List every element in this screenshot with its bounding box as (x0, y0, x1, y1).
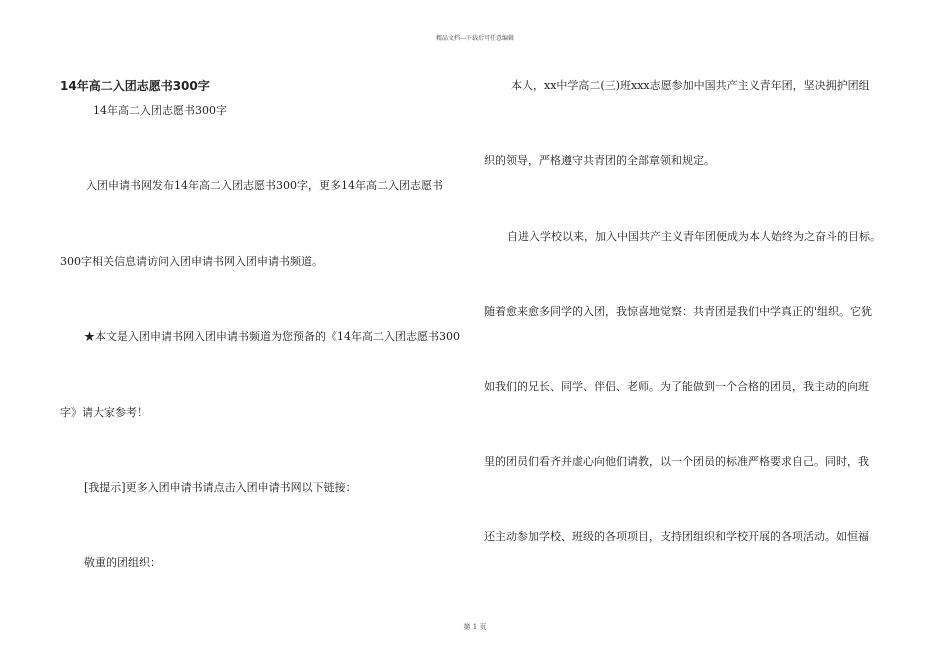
paragraph-line: ★本文是入团申请书网入团申请书频道为您预备的《14年高二入团志愿书300 (84, 330, 460, 343)
paragraph-line: 还主动参加学校、班级的各项项目，支持团组织和学校开展的各项活动。如恒福 (484, 530, 869, 543)
paragraph-line: 里的团员们看齐并虚心向他们请教，以一个团员的标准严格要求自己。同时，我 (484, 455, 869, 468)
document-subtitle: 14年高二入团志愿书300字 (93, 104, 227, 117)
paragraph-line: [我提示]更多入团申请书请点击入团申请书网以下链接： (84, 481, 357, 494)
paragraph-line: 织的领导，严格遵守共青团的全部章领和规定。 (484, 154, 715, 167)
paragraph-line: 如我们的兄长、同学、伴侣、老师。为了能做到一个合格的团员，我主动的向班 (484, 380, 869, 393)
page-header: 精品文档---下载后可任意编辑 (435, 35, 515, 42)
paragraph-line: 敬重的团组织： (84, 556, 161, 569)
paragraph-line: 入团申请书网发布14年高二入团志愿书300字，更多14年高二入团志愿书 (86, 179, 443, 192)
document-title: 14年高二入团志愿书300字 (60, 79, 210, 93)
paragraph-line: 字》请大家参考！ (60, 406, 148, 419)
paragraph-line: 自进入学校以来，加入中国共产主义青年团便成为本人始终为之奋斗的目标。 (507, 230, 881, 243)
page-number: 第 1 页 (463, 623, 487, 631)
paragraph-line: 300字相关信息请访问入团申请书网入团申请书频道。 (60, 255, 323, 268)
paragraph-line: 本人，xx中学高二(三)班xxx志愿参加中国共产主义青年团，坚决拥护团组 (511, 79, 870, 92)
paragraph-line: 随着愈来愈多同学的入团，我惊喜地觉察：共青团是我们中学真正的'组织。它犹 (484, 305, 873, 318)
